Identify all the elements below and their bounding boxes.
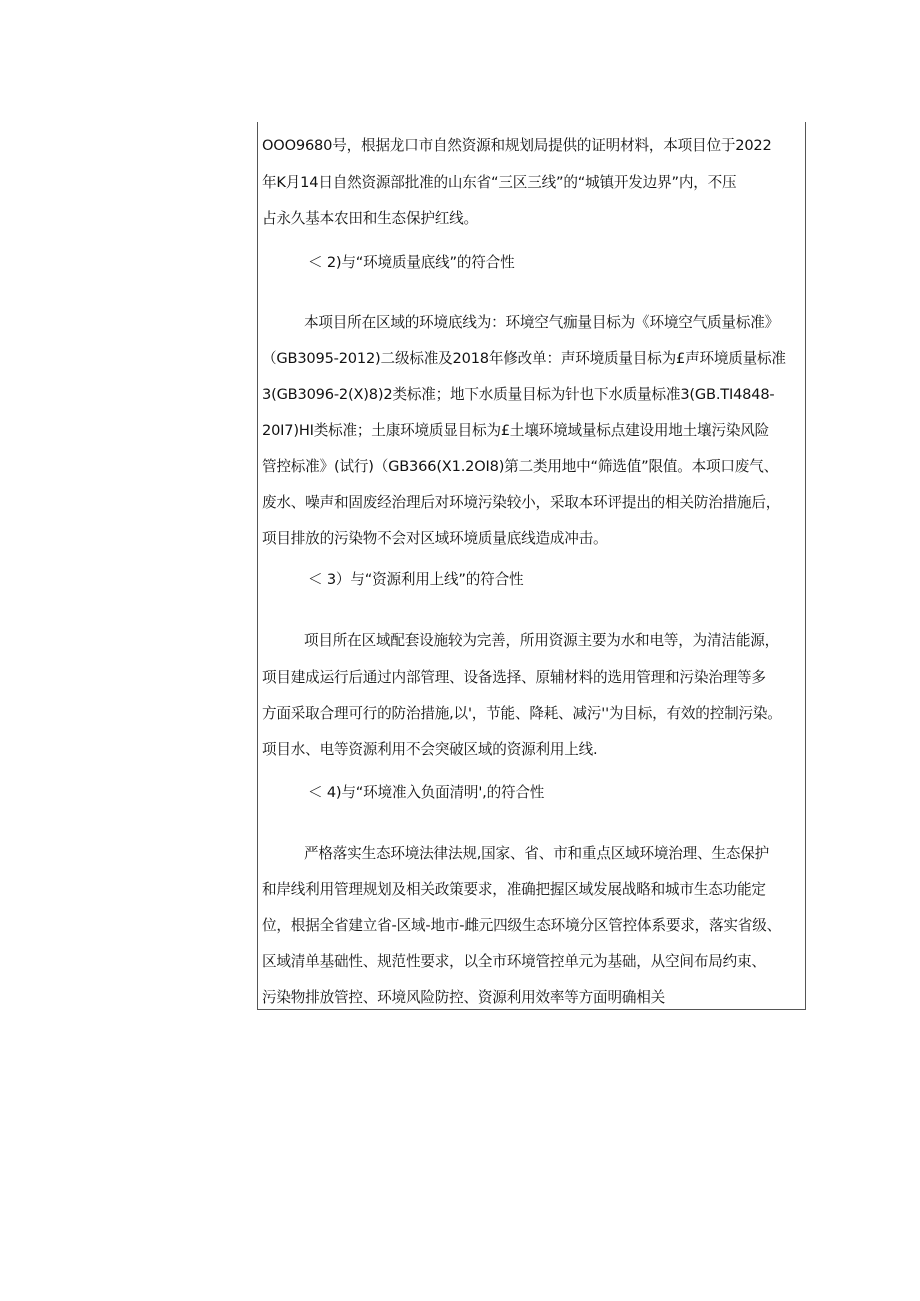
paragraph-1-line-1: OOO9680号，根据龙口市自然资源和规划局提供的证明材料，本项目位于2022	[262, 137, 772, 154]
document-frame	[257, 122, 806, 1010]
paragraph-4-line-2: 和岸线利用管理规划及相关政策要求，准确把握区域发展战略和城市生态功能定	[262, 881, 766, 898]
paragraph-3-line-1: 项目所在区域配套设施较为完善，所用资源主要为水和电等，为清洁能源，	[304, 632, 779, 649]
section-heading-4: ＜ 4)与“环境准入负面清明',的符合性	[308, 784, 545, 801]
paragraph-2-line-1: 本项目所在区域的环境底线为：环境空气痂量目标为《环境空气质量标准》	[304, 314, 779, 331]
paragraph-2-line-5: 管控标准》(试行)（GB366(X1.2OI8)第二类用地中“筛选值”限值。本项口废气、	[262, 458, 778, 475]
paragraph-2-line-7: 项目排放的污染物不会对区域环境质量底线造成冲击。	[262, 530, 608, 547]
section-heading-3: ＜ 3）与“资源利用上线”的符合性	[308, 571, 524, 588]
paragraph-4-line-3: 位，根据全省建立省-区域-地市-雌元四级生态环境分区管控体系要求，落实省级、	[262, 917, 781, 934]
paragraph-1-line-3: 占永久基本农田和生态保护红线。	[262, 210, 478, 227]
section-heading-2: ＜ 2)与“环境质量底线”的符合性	[308, 254, 515, 271]
paragraph-2-line-6: 废水、噪声和固废经治理后对环境污染较小，采取本环评提出的相关防治措施后，	[262, 494, 781, 511]
paragraph-1-line-2: 年K月14日自然资源部批准的山东省“三区三线”的“城镇开发边界”内，不压	[262, 174, 737, 191]
paragraph-4-line-5: 污染物排放管控、环境风险防控、资源利用效率等方面明确相关	[262, 989, 666, 1006]
paragraph-3-line-2: 项目建成运行后通过内部管理、设备选择、原辅材料的选用管理和污染治理等多	[262, 669, 766, 686]
paragraph-2-line-2: （GB3095-2012)二级标准及2018年修改单：声环境质量目标为£声环境质量标准	[262, 350, 786, 367]
paragraph-4-line-4: 区域清单基础性、规范性要求，以全市环境管控单元为基础，从空间布局约束、	[262, 953, 766, 970]
paragraph-3-line-3: 方面采取合理可行的防治措施,以'，节能、降耗、减污''为目标，有效的控制污染。	[262, 705, 782, 722]
paragraph-3-line-4: 项目水、电等资源利用不会突破区域的资源利用上线.	[262, 741, 598, 758]
paragraph-2-line-3: 3(GB3096-2(X)8)2类标准；地下水质量目标为针也下水质量标准3(GB.TI4848-	[262, 386, 775, 403]
paragraph-2-line-4: 20I7)HI类标准；土康环境质显目标为£土壤环境域量标点建设用地土壤污染风险	[262, 422, 770, 439]
paragraph-4-line-1: 严格落实生态环境法律法规,国家、省、市和重点区域环境治理、生态保护	[304, 845, 770, 862]
